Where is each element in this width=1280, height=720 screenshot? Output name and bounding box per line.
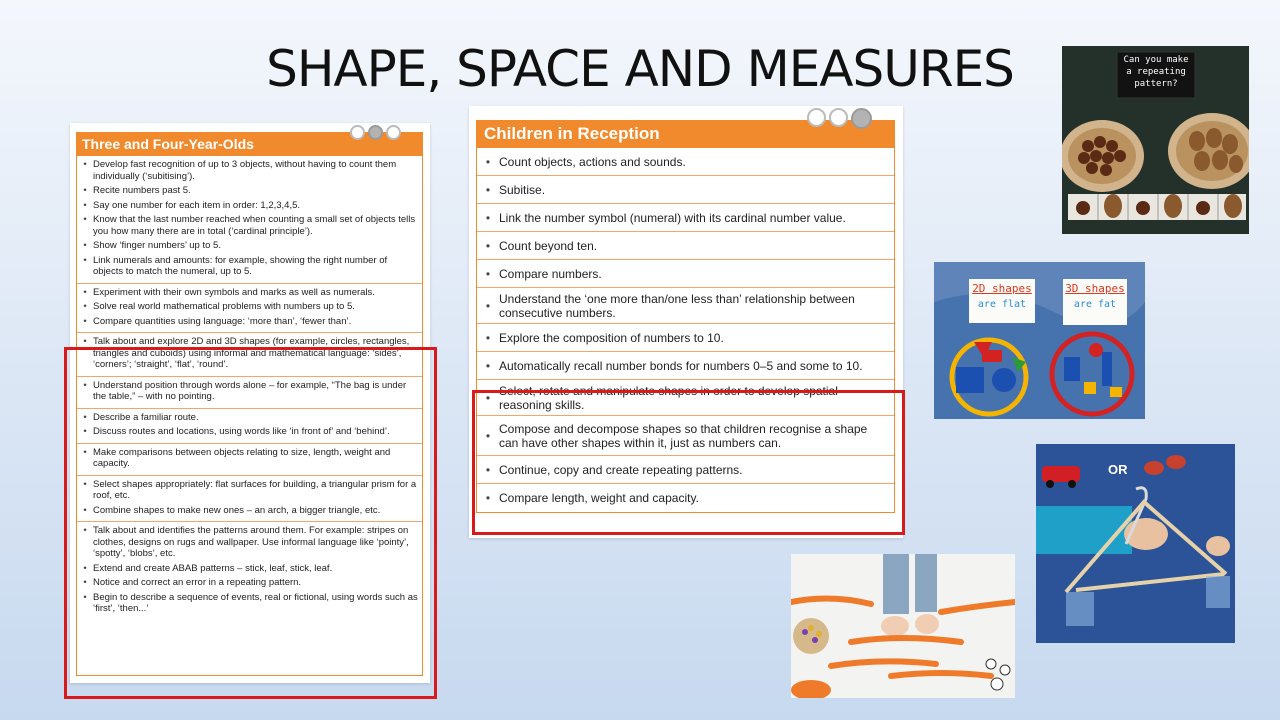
bullet-icon: • [485,390,491,405]
bullet-icon: • [83,214,87,225]
dot-icon [829,108,848,127]
goal-text: Notice and correct an error in a repeating pattern. [93,577,302,588]
goal-item [77,240,418,252]
decorative-dots [350,125,401,140]
card-title: Children in Reception [476,120,895,148]
bullet-icon: • [83,301,87,312]
shapes-2d-3d-photo [934,262,1145,419]
bullet-icon: • [83,591,87,603]
sign-2d-title: 2D shapes [972,282,1032,295]
bullet-icon: • [83,504,87,516]
sign-3d-title: 3D shapes [1065,282,1125,295]
bullet-icon: • [83,478,87,490]
goal-text: Select, rotate and manipulate shapes in order to develop spatial reasoning skills. [499,383,838,412]
playdough-photo [791,554,1015,698]
bullet-icon: • [485,182,491,197]
goal-item [477,204,894,232]
sign-line: pattern? [1134,79,1178,89]
goal-item [77,287,418,299]
goal-text: Select shapes appropriately: flat surfaces for building, a triangular prism for a roof, etc. [93,478,417,501]
goal-text: Show ‘finger numbers’ up to 5. [93,240,221,251]
bullet-icon: • [83,577,87,588]
bullet-icon: • [485,462,491,477]
slide-title: SHAPE, SPACE AND MEASURES [266,40,1014,98]
bullet-icon: • [83,254,87,266]
dot-icon [386,125,401,140]
balance-photo-art [1036,444,1235,643]
decorative-dots [807,108,872,129]
highlight-box-left [64,347,437,699]
card-title: Three and Four-Year-Olds [76,132,423,156]
goal-text: Compare length, weight and capacity. [499,491,699,505]
sign-2d-sub: are flat [977,299,1027,310]
bullet-icon: • [485,298,491,313]
bullet-icon: • [83,199,87,211]
goal-text: Describe a familiar route. [93,411,199,423]
bullet-icon: • [83,286,87,298]
goal-item [77,185,418,197]
bullet-icon: • [485,330,491,345]
goal-item [77,301,418,313]
goal-item [477,288,894,324]
goal-text: Begin to describe a sequence of events, real or fictional, using words such as ‘first’, ‘then...’ [93,591,418,614]
goal-item [77,255,418,278]
pattern-sign [1117,54,1195,90]
dot-icon [807,108,826,127]
bullet-icon: • [83,525,87,536]
bullet-icon: • [83,379,87,391]
goal-group [77,156,422,284]
sign-line: Can you make [1123,55,1189,65]
goal-item [477,260,894,288]
goal-item [477,148,894,176]
goal-text: Make comparisons between objects relating to size, length, weight and capacity. [93,446,391,469]
goal-item [77,214,418,237]
goal-group [77,284,422,334]
goal-text: Subitise. [499,182,546,197]
bullet-icon: • [83,426,87,437]
bullet-icon: • [485,358,491,373]
goal-text: Automatically recall number bonds for numbers 0–5 and some to 10. [499,358,863,373]
goal-text: Link numerals and amounts: for example, showing the right number of objects to match the numeral, up to 5. [93,254,388,277]
goal-text: Count beyond ten. [499,238,598,253]
goal-text: Discuss routes and locations, using words like ‘in front of’ and ‘behind’. [93,426,390,437]
dot-icon [350,125,365,140]
goal-text: Compare numbers. [499,266,602,281]
goal-item [477,232,894,260]
bullet-icon: • [83,411,87,423]
goal-text: Combine shapes to make new ones – an arch, a bigger triangle, etc. [93,504,381,516]
goal-text: Talk about and identifies the patterns around them. For example: stripes on clothes, designs on rugs and wallpaper. Use informal language like ‘pointy’, ‘spotty’, ‘blobs’, etc. [93,525,409,559]
sign-3d-sub: are fat [1073,299,1117,310]
goal-text: Understand the ‘one more than/one less than’ relationship between consecutive numbers. [499,291,855,320]
goal-item [77,316,418,328]
bullet-icon: • [485,428,491,443]
goal-text: Link the number symbol (numeral) with its cardinal number value. [499,210,846,225]
goal-item [477,324,894,352]
bullet-icon: • [485,154,491,169]
goal-text: Understand position through words alone – for example, “The bag is under the table,” – with no pointing. [93,379,407,402]
highlight-box-right [472,390,905,535]
goal-text: Solve real world mathematical problems with numbers up to 5. [93,301,355,312]
goal-text: Develop fast recognition of up to 3 objects, without having to count them individually (‘subitising’). [93,159,397,182]
goal-item [477,352,894,380]
sign-3d [1063,282,1127,310]
goal-text: Count objects, actions and sounds. [499,154,686,169]
goal-text: Recite numbers past 5. [93,185,191,196]
bullet-icon: • [83,240,87,251]
sign-line: a repeating [1126,67,1186,77]
sign-2d [969,282,1035,310]
bullet-icon: • [485,491,491,505]
goal-text: Talk about and explore 2D and 3D shapes (for example, circles, rectangles, triangles and cuboids) using informal and mathematical language: ‘sides’, ‘corners’; ‘straight’, ‘flat’, ‘round’. [93,336,410,370]
goal-text: Say one number for each item in order: 1,2,3,4,5. [93,199,301,211]
bullet-icon: • [83,446,87,458]
goal-item [77,159,418,182]
playdough-photo-art [791,554,1015,698]
bullet-icon: • [485,266,491,281]
goal-text: Experiment with their own symbols and marks as well as numerals. [93,286,375,298]
balance-photo [1036,444,1235,643]
goal-text: Know that the last number reached when counting a small set of objects tells you how many there are in total (‘cardinal principle’). [93,214,416,237]
repeating-pattern-photo [1062,46,1249,234]
goal-text: Compare quantities using language: ‘more than’, ‘fewer than’. [93,315,352,327]
goal-text: Extend and create ABAB patterns – stick, leaf, stick, leaf. [93,562,333,574]
dot-icon [851,108,872,129]
goal-item [77,200,418,212]
bullet-icon: • [83,336,87,347]
or-label: OR [1108,462,1128,477]
goal-text: Continue, copy and create repeating patterns. [499,462,743,477]
bullet-icon: • [83,562,87,574]
goal-item [477,176,894,204]
bullet-icon: • [83,185,87,196]
goal-text: Explore the composition of numbers to 10. [499,330,724,345]
dot-icon [368,125,383,140]
bullet-icon: • [485,210,491,225]
bullet-icon: • [485,238,491,253]
bullet-icon: • [83,159,87,170]
goal-text: Compose and decompose shapes so that children recognise a shape can have other shapes within it, just as numbers can. [499,421,868,450]
bullet-icon: • [83,315,87,327]
